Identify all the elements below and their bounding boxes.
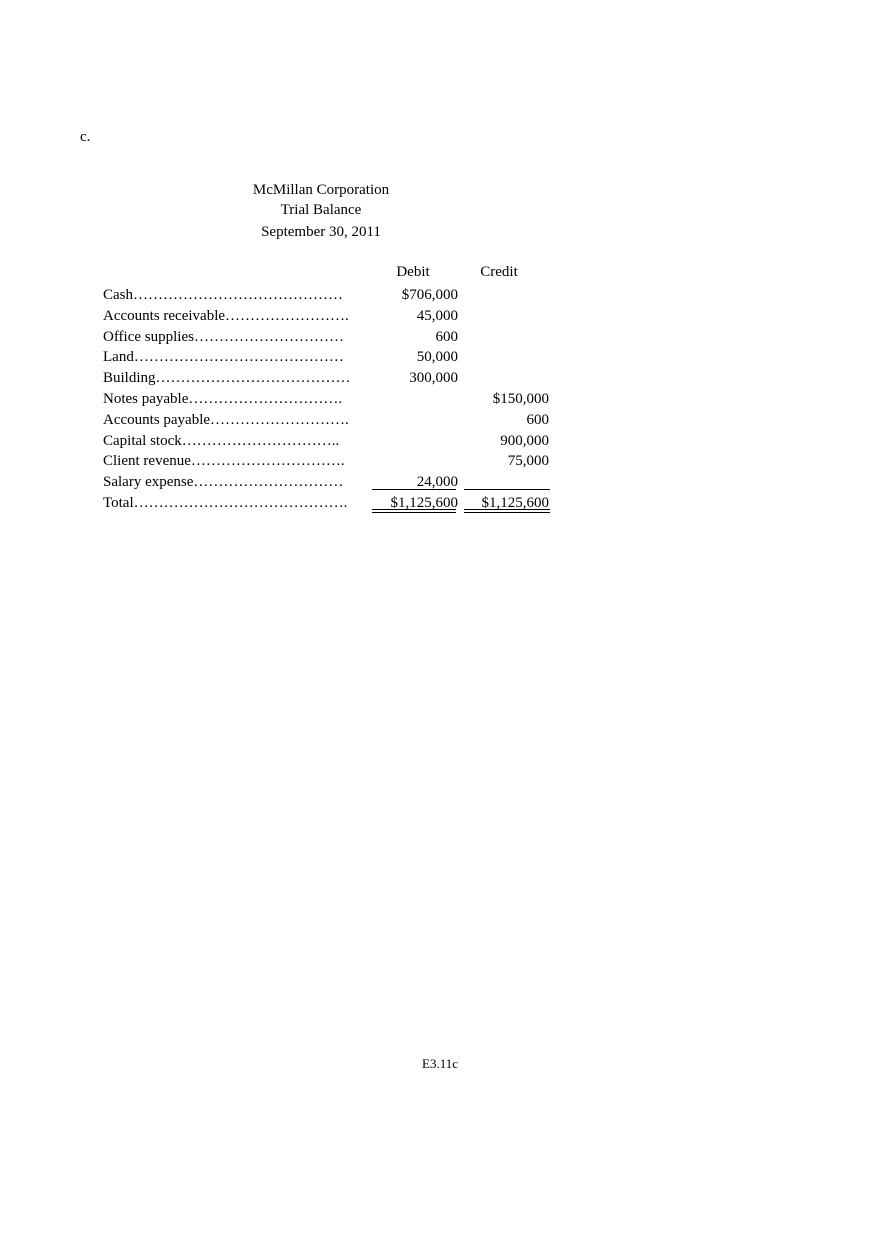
statement-title: Trial Balance [280, 202, 362, 218]
account-name: Client revenue…………………………. [103, 453, 345, 470]
part-label: c. [80, 129, 91, 145]
debit-amount: 45,000 [416, 307, 458, 324]
total-label: Total……………………………………. [103, 494, 348, 511]
credit-total-double-rule [464, 509, 550, 513]
company-name: McMillan Corporation [252, 182, 390, 198]
debit-total-double-rule [372, 509, 456, 513]
account-name: Notes payable…………………………. [103, 390, 343, 407]
account-name: Office supplies………………………… [103, 328, 344, 345]
account-name: Salary expense………………………… [103, 474, 344, 491]
table-row [103, 306, 553, 327]
credit-amount: 600 [526, 411, 549, 428]
debit-amount: 24,000 [416, 474, 458, 491]
total-debit-amount: $1,125,600 [390, 494, 458, 511]
account-name: Building………………………………… [103, 370, 351, 387]
trial-balance-table [103, 285, 553, 514]
account-name: Cash…………………………………… [103, 287, 343, 303]
table-row [103, 285, 553, 306]
debit-amount: 300,000 [409, 370, 458, 387]
account-name: Accounts receivable……………………. [103, 307, 349, 324]
table-row [103, 410, 553, 431]
table-row [103, 451, 553, 472]
credit-amount: 75,000 [507, 453, 549, 470]
table-row [103, 347, 553, 368]
table-row [103, 368, 553, 389]
table-row [103, 431, 553, 452]
debit-subtotal-rule [372, 489, 456, 490]
debit-amount: $706,000 [401, 287, 458, 303]
table-row [103, 389, 553, 410]
page-footer-label: E3.11c [422, 1056, 458, 1071]
total-credit-amount: $1,125,600 [481, 494, 549, 511]
account-name: Land…………………………………… [103, 349, 344, 366]
account-name: Accounts payable………………………. [103, 411, 349, 428]
table-row [103, 327, 553, 348]
debit-amount: 600 [435, 328, 458, 345]
credit-amount: 900,000 [500, 432, 549, 449]
statement-date: September 30, 2011 [261, 224, 381, 240]
credit-subtotal-rule [464, 489, 550, 490]
credit-column-header: Credit [480, 264, 518, 280]
account-name: Capital stock………………………….. [103, 432, 340, 449]
debit-amount: 50,000 [416, 349, 458, 366]
credit-amount: $150,000 [492, 390, 549, 407]
debit-column-header: Debit [396, 264, 430, 280]
